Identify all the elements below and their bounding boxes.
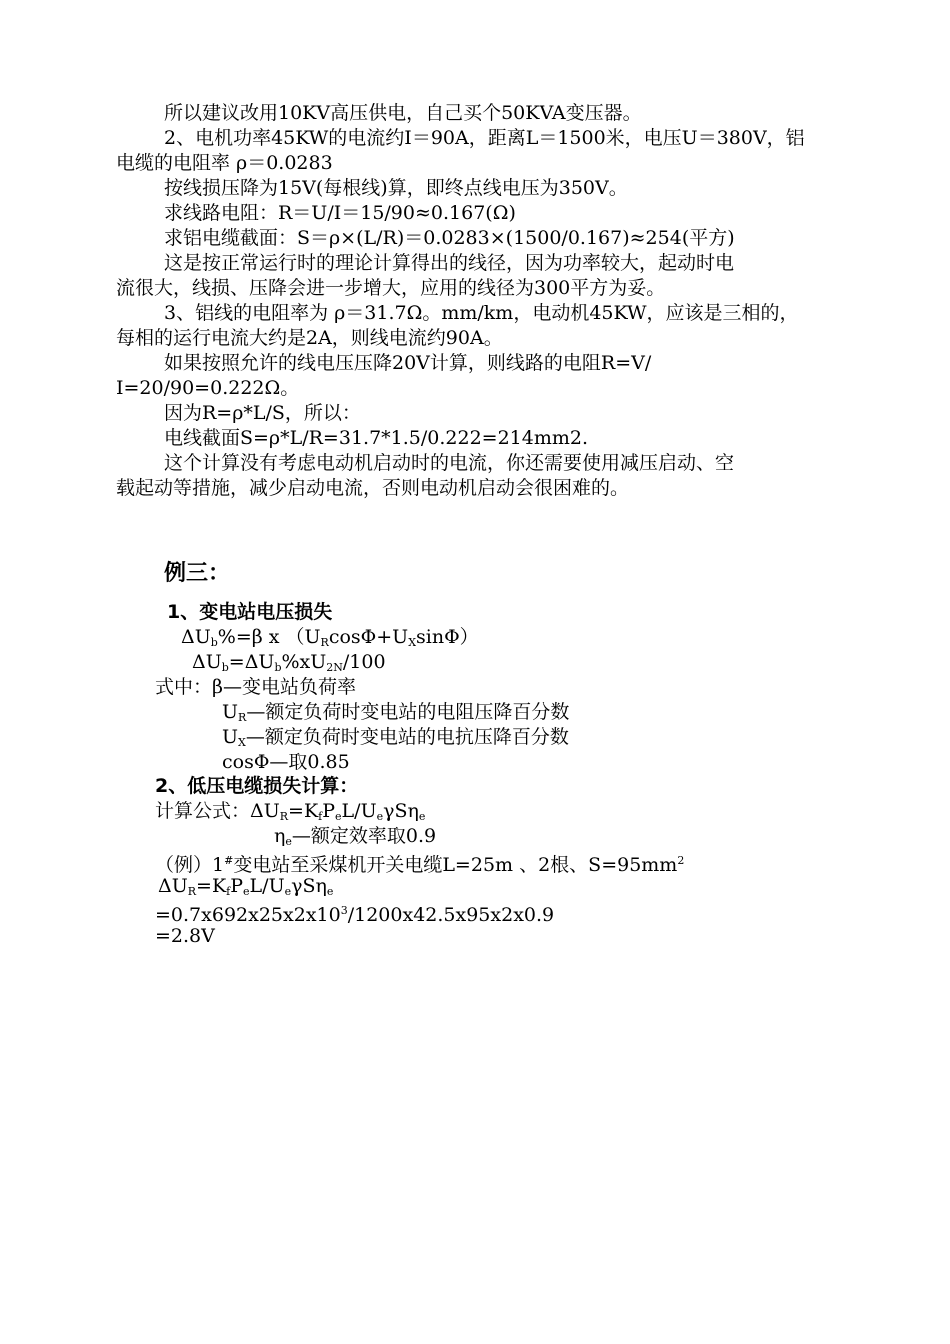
definition-line: $U_R—$额定负荷时变电站的电阻压降百分数 xyxy=(222,701,570,724)
formula-line: 计算公式：$\Delta U_R=K_fP_eL/U_e\gamma S\eta_e$ xyxy=(155,800,426,823)
definition-line: 式中：β—变电站负荷率 xyxy=(155,676,356,698)
subsection-title: 2、低压电缆损失计算： xyxy=(155,775,359,797)
example-line: （例）1#变电站至采煤机开关电缆L=25m 、2根、$S=95mm^2$ xyxy=(155,854,685,876)
text-line: 求线路电阻：R＝U/I＝15/90≈0.167(Ω) xyxy=(164,202,516,224)
formula-line: $\Delta U_b=\Delta U_b\%xU_{2N}/100$ xyxy=(192,651,386,674)
text-line: 这个计算没有考虑电动机启动时的电流，你还需要使用减压启动、空 xyxy=(164,452,735,474)
definition-line: cosΦ—取0.85 xyxy=(222,751,350,773)
text-line: 所以建议改用10KV高压供电，自己买个50KVA变压器。 xyxy=(164,102,642,124)
formula-line: $\Delta U_R=K_fP_eL/U_e\gamma S\eta_e$ xyxy=(158,875,334,898)
text-line: 因为R=ρ*L/S，所以： xyxy=(164,402,361,424)
formula-line: $=0.7x692x25x2x10^3/1200x42.5x95x2x0.9$ xyxy=(155,904,555,926)
definition-line: $U_X—$额定负荷时变电站的电抗压降百分数 xyxy=(222,726,569,749)
text-line: 按线损压降为15V(每根线)算，即终点线电压为350V。 xyxy=(164,177,628,199)
formula-line: $\Delta U_b\%=\beta$ x $(U_R\cos\Phi+U_X\sin\Phi)$ xyxy=(181,626,479,649)
text-line: 如果按照允许的线电压压降20V计算，则线路的电阻R=V/ xyxy=(164,352,652,374)
result-line: =2.8V xyxy=(155,925,215,947)
text-line: 求铝电缆截面：S＝ρ×(L/R)＝0.0283×(1500/0.167)≈254(平方) xyxy=(164,227,735,249)
text-line: 2、电机功率45KW的电流约I＝90A，距离L＝1500米，电压U＝380V，铝 xyxy=(164,127,805,149)
text-line: I=20/90=0.222Ω。 xyxy=(116,377,300,399)
subsection-title: 1、变电站电压损失 xyxy=(167,601,333,623)
text-line: 电线截面S=ρ*L/R=31.7*1.5/0.222=214mm2. xyxy=(164,427,589,449)
text-line: 电缆的电阻率 ρ＝0.0283 xyxy=(116,152,333,174)
text-line: 3、铝线的电阻率为 ρ＝31.7Ω。mm/km，电动机45KW，应该是三相的， xyxy=(164,302,799,324)
text-line: 每相的运行电流大约是2A，则线电流约90A。 xyxy=(116,327,503,349)
definition-line: $\eta_e—$额定效率取0.9 xyxy=(274,825,437,848)
section-heading: 例三： xyxy=(164,561,231,586)
text-line: 这是按正常运行时的理论计算得出的线径，因为功率较大，起动时电 xyxy=(164,252,735,274)
text-line: 流很大，线损、压降会进一步增大，应用的线径为300平方为妥。 xyxy=(116,277,666,299)
text-line: 载起动等措施，减少启动电流，否则电动机启动会很困难的。 xyxy=(116,477,630,499)
